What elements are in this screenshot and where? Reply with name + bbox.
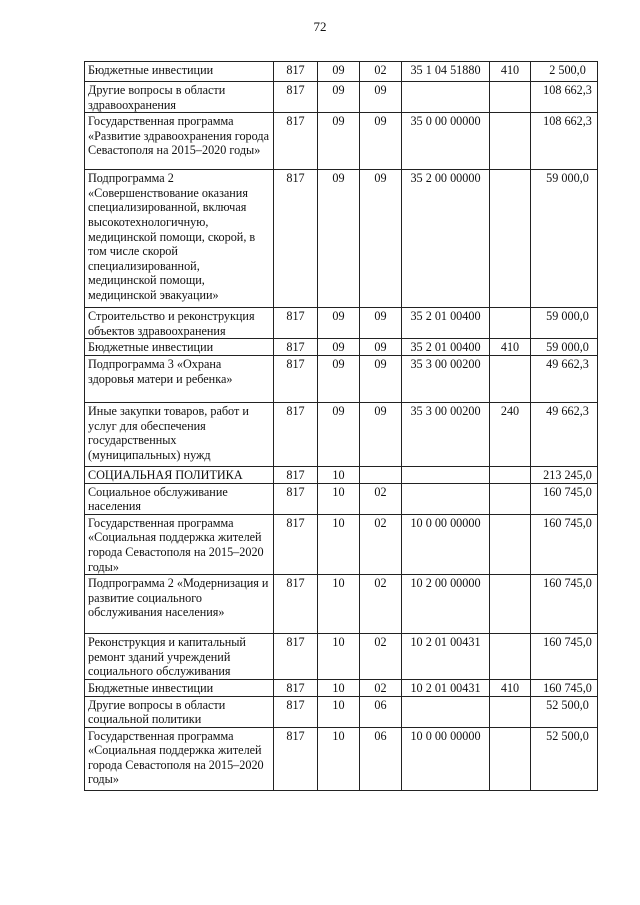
cell-csr: 35 2 01 00400: [402, 308, 490, 339]
cell-rz: 10: [318, 727, 360, 790]
table-row: [85, 727, 598, 790]
cell-ved: 817: [274, 170, 318, 308]
cell-ved: 817: [274, 483, 318, 514]
cell-sum: 52 500,0: [531, 696, 598, 727]
cell-pr: 06: [360, 727, 402, 790]
cell-rz: 09: [318, 308, 360, 339]
cell-name: Государственная программа «Социальная поддержка жителей города Севастополя на 2015–2020 годы»: [85, 514, 274, 574]
table-body: [85, 62, 598, 791]
cell-ved: 817: [274, 575, 318, 634]
table-row: [85, 514, 598, 574]
cell-vr: 240: [490, 402, 531, 466]
cell-csr: 10 2 01 00431: [402, 679, 490, 696]
cell-sum: 2 500,0: [531, 62, 598, 82]
cell-csr: 10 0 00 00000: [402, 727, 490, 790]
table-row: [85, 696, 598, 727]
cell-vr: [490, 727, 531, 790]
cell-csr: 10 0 00 00000: [402, 514, 490, 574]
cell-pr: 09: [360, 170, 402, 308]
cell-pr: 02: [360, 514, 402, 574]
cell-rz: 09: [318, 62, 360, 82]
table-row: [85, 679, 598, 696]
cell-vr: [490, 170, 531, 308]
cell-vr: [490, 514, 531, 574]
cell-vr: [490, 308, 531, 339]
cell-name: Подпрограмма 2 «Совершенствование оказания специализированной, включая высокотехнологичную, медицинской помощи, скорой, в том числе скорой специализированной, медицинской помощи, медицинской эвакуации»: [85, 170, 274, 308]
cell-ved: 817: [274, 308, 318, 339]
cell-csr: 35 3 00 00200: [402, 402, 490, 466]
cell-sum: 160 745,0: [531, 483, 598, 514]
cell-ved: 817: [274, 466, 318, 483]
cell-sum: 213 245,0: [531, 466, 598, 483]
cell-rz: 10: [318, 634, 360, 680]
cell-rz: 10: [318, 483, 360, 514]
cell-sum: 59 000,0: [531, 170, 598, 308]
cell-sum: 160 745,0: [531, 679, 598, 696]
cell-csr: 35 2 01 00400: [402, 339, 490, 356]
cell-ved: 817: [274, 514, 318, 574]
cell-sum: 160 745,0: [531, 634, 598, 680]
cell-ved: 817: [274, 113, 318, 170]
cell-name: Подпрограмма 2 «Модернизация и развитие социального обслуживания населения»: [85, 575, 274, 634]
cell-csr: 35 1 04 51880: [402, 62, 490, 82]
cell-ved: 817: [274, 634, 318, 680]
cell-name: Подпрограмма 3 «Охрана здоровья матери и ребенка»: [85, 355, 274, 402]
cell-vr: [490, 113, 531, 170]
cell-name: СОЦИАЛЬНАЯ ПОЛИТИКА: [85, 466, 274, 483]
cell-ved: 817: [274, 696, 318, 727]
cell-pr: 09: [360, 308, 402, 339]
table-row: [85, 402, 598, 466]
cell-vr: [490, 466, 531, 483]
cell-rz: 09: [318, 170, 360, 308]
cell-ved: 817: [274, 82, 318, 113]
cell-vr: [490, 355, 531, 402]
cell-csr: 35 3 00 00200: [402, 355, 490, 402]
cell-vr: 410: [490, 679, 531, 696]
cell-csr: 10 2 00 00000: [402, 575, 490, 634]
cell-sum: 59 000,0: [531, 308, 598, 339]
cell-rz: 10: [318, 696, 360, 727]
cell-vr: 410: [490, 62, 531, 82]
cell-sum: 160 745,0: [531, 514, 598, 574]
cell-rz: 10: [318, 575, 360, 634]
cell-vr: [490, 575, 531, 634]
cell-rz: 09: [318, 402, 360, 466]
cell-name: Государственная программа «Развитие здравоохранения города Севастополя на 2015–2020 годы»: [85, 113, 274, 170]
cell-name: Другие вопросы в области здравоохранения: [85, 82, 274, 113]
cell-pr: 09: [360, 82, 402, 113]
cell-vr: [490, 483, 531, 514]
cell-sum: 49 662,3: [531, 402, 598, 466]
cell-name: Бюджетные инвестиции: [85, 339, 274, 356]
cell-csr: 35 0 00 00000: [402, 113, 490, 170]
cell-sum: 49 662,3: [531, 355, 598, 402]
page-number: 72: [313, 19, 327, 34]
cell-csr: 35 2 00 00000: [402, 170, 490, 308]
cell-vr: [490, 82, 531, 113]
cell-pr: 02: [360, 634, 402, 680]
cell-rz: 10: [318, 514, 360, 574]
cell-name: Бюджетные инвестиции: [85, 62, 274, 82]
table-row: [85, 113, 598, 170]
cell-csr: [402, 82, 490, 113]
cell-vr: 410: [490, 339, 531, 356]
cell-ved: 817: [274, 727, 318, 790]
cell-pr: 02: [360, 575, 402, 634]
table-row: [85, 82, 598, 113]
cell-pr: 09: [360, 339, 402, 356]
table-row: [85, 466, 598, 483]
cell-vr: [490, 634, 531, 680]
cell-ved: 817: [274, 679, 318, 696]
cell-pr: 06: [360, 696, 402, 727]
cell-csr: 10 2 01 00431: [402, 634, 490, 680]
cell-ved: 817: [274, 355, 318, 402]
cell-sum: 108 662,3: [531, 82, 598, 113]
cell-sum: 59 000,0: [531, 339, 598, 356]
cell-pr: 02: [360, 483, 402, 514]
cell-pr: 02: [360, 679, 402, 696]
cell-vr: [490, 696, 531, 727]
table-row: [85, 170, 598, 308]
budget-table: [84, 61, 598, 791]
cell-pr: [360, 466, 402, 483]
cell-ved: 817: [274, 402, 318, 466]
cell-sum: 108 662,3: [531, 113, 598, 170]
table-row: [85, 355, 598, 402]
cell-rz: 10: [318, 466, 360, 483]
table-row: [85, 634, 598, 680]
cell-pr: 09: [360, 113, 402, 170]
cell-rz: 09: [318, 339, 360, 356]
cell-csr: [402, 483, 490, 514]
cell-sum: 160 745,0: [531, 575, 598, 634]
cell-rz: 09: [318, 82, 360, 113]
cell-sum: 52 500,0: [531, 727, 598, 790]
cell-rz: 09: [318, 355, 360, 402]
cell-pr: 02: [360, 62, 402, 82]
table-row: [85, 339, 598, 356]
cell-rz: 09: [318, 113, 360, 170]
table-row: [85, 575, 598, 634]
cell-name: Другие вопросы в области социальной политики: [85, 696, 274, 727]
cell-name: Иные закупки товаров, работ и услуг для обеспечения государственных (муниципальных) нужд: [85, 402, 274, 466]
cell-name: Реконструкция и капитальный ремонт зданий учреждений социального обслуживания: [85, 634, 274, 680]
cell-name: Бюджетные инвестиции: [85, 679, 274, 696]
cell-csr: [402, 466, 490, 483]
table-row: [85, 308, 598, 339]
cell-name: Социальное обслуживание населения: [85, 483, 274, 514]
table-row: [85, 62, 598, 82]
cell-rz: 10: [318, 679, 360, 696]
cell-csr: [402, 696, 490, 727]
cell-ved: 817: [274, 339, 318, 356]
table-row: [85, 483, 598, 514]
cell-pr: 09: [360, 402, 402, 466]
cell-name: Строительство и реконструкция объектов здравоохранения: [85, 308, 274, 339]
cell-ved: 817: [274, 62, 318, 82]
cell-name: Государственная программа «Социальная поддержка жителей города Севастополя на 2015–2020 годы»: [85, 727, 274, 790]
cell-pr: 09: [360, 355, 402, 402]
